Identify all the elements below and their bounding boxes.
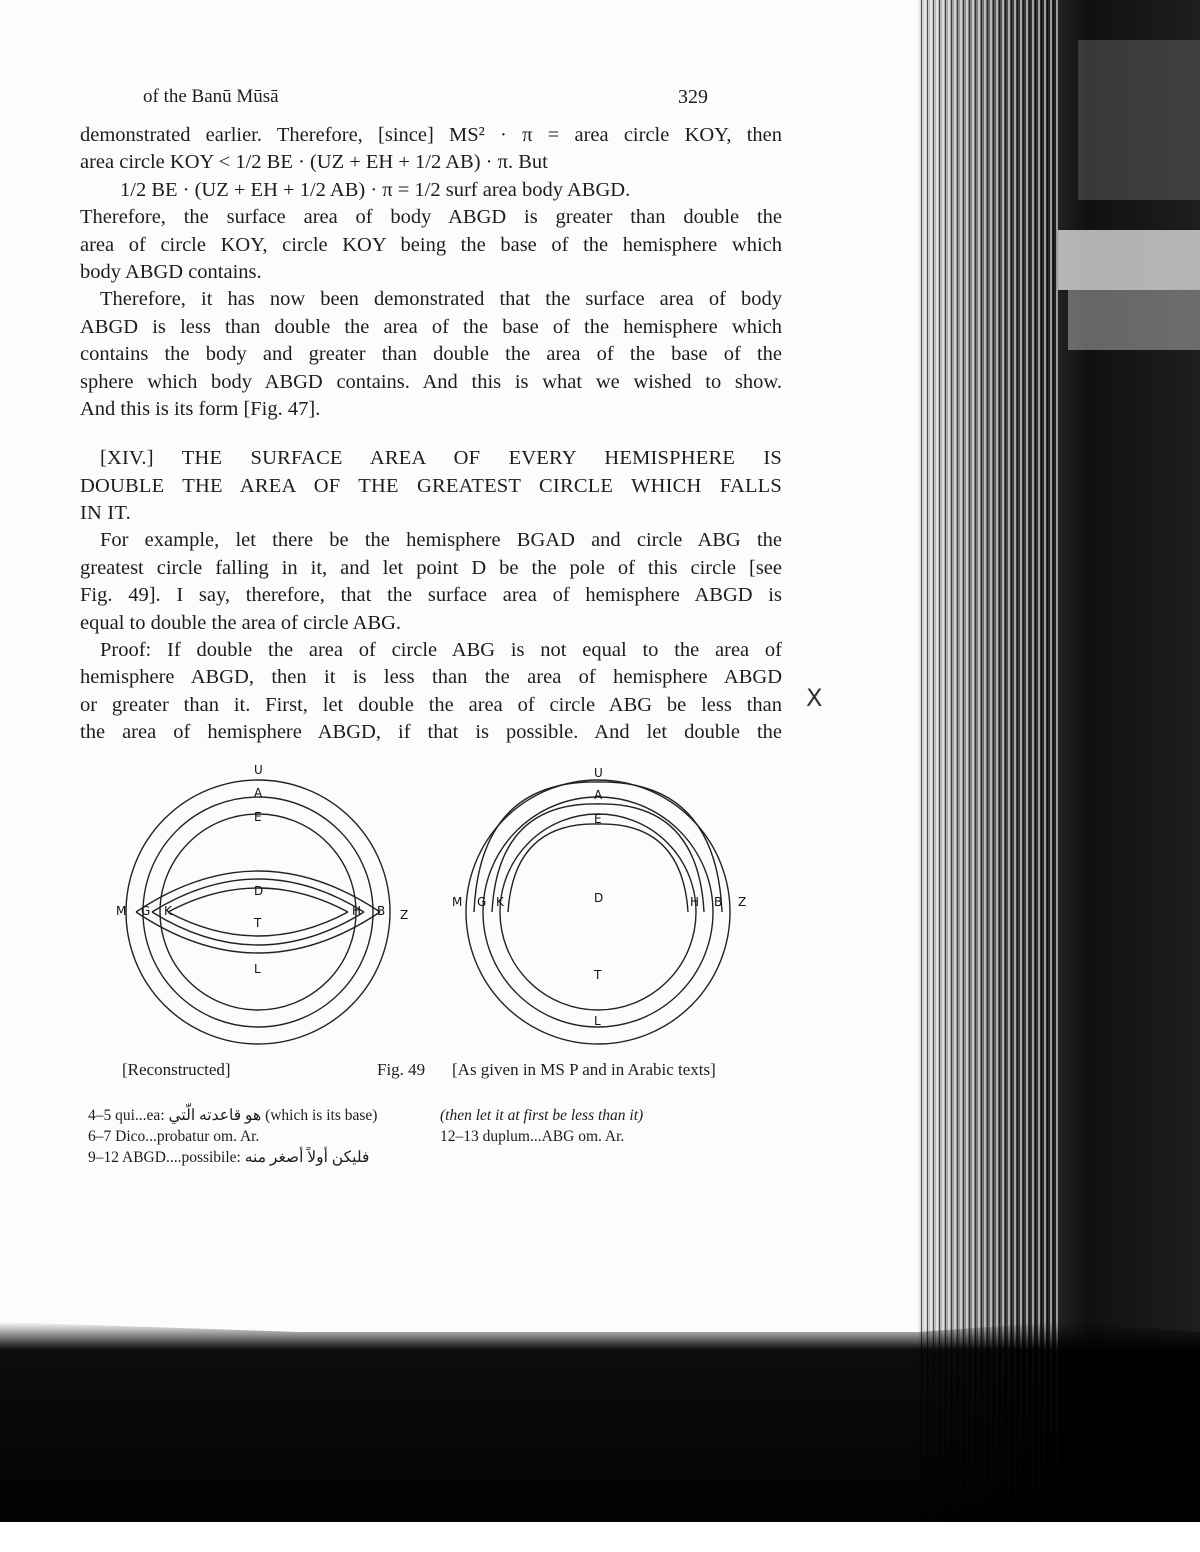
label-k: K: [164, 904, 172, 918]
label-b: B: [377, 904, 386, 918]
text-line: sphere which body ABGD contains. And this is what we wished to show.: [80, 370, 782, 393]
text-line: the area of hemisphere ABGD, if that is possible. And let double the: [80, 721, 782, 744]
label-d: D: [594, 891, 604, 905]
caption-reconstructed: [Reconstructed]: [122, 1060, 231, 1079]
text-line: Therefore, it has now been demonstrated that the surface area of body: [100, 288, 782, 311]
text-line: area of circle KOY, circle KOY being the base of the hemisphere which: [80, 233, 782, 256]
label-z: Z: [400, 908, 409, 922]
label-m: M: [116, 904, 127, 918]
label-u: U: [254, 763, 263, 777]
caption-figure-number: Fig. 49: [377, 1060, 426, 1079]
label-h: H: [690, 895, 700, 909]
bottom-scan-shadow: [0, 1292, 1200, 1552]
heading-line: IN IT.: [80, 502, 131, 525]
label-h: H: [352, 904, 362, 918]
label-a: A: [254, 786, 263, 800]
caption-manuscript: [As given in MS P and in Arabic texts]: [452, 1060, 716, 1079]
text-line: Therefore, the surface area of body ABGD is greater than double the: [80, 206, 782, 229]
text-line: demonstrated earlier. Therefore, [since] MS² · π = area circle KOY, then: [80, 124, 782, 146]
text-line: hemisphere ABGD, then it is less than the area of hemisphere ABGD: [80, 666, 782, 689]
apparatus-notes-left: [88, 1105, 377, 1168]
margin-mark: X: [806, 684, 823, 712]
text-line: equal to double the area of circle ABG.: [80, 611, 402, 634]
label-g: G: [141, 904, 151, 918]
label-g: G: [477, 895, 487, 909]
text-line: Proof: If double the area of circle ABG is not equal to the area of: [100, 639, 782, 662]
middle-circle: [143, 797, 373, 1027]
paragraph-3: [80, 527, 782, 637]
inner-circle: [160, 814, 356, 1010]
figure-49: [100, 760, 800, 1060]
label-l: L: [594, 1014, 601, 1028]
text-line: Fig. 49]. I say, therefore, that the surface area of hemisphere ABGD is: [80, 584, 782, 607]
note-line: 4–5 qui...ea: هو قاعدته الّتي (which is its base): [88, 1107, 378, 1124]
label-k: K: [496, 895, 504, 909]
label-t: T: [254, 916, 262, 930]
text-line: And this is its form [Fig. 47].: [80, 397, 321, 420]
paragraph-4: [80, 637, 782, 747]
figure-diagrams: [100, 760, 800, 1060]
label-e: E: [594, 812, 602, 826]
note-line: 9–12 ABGD....possibile: فليكن أولاً أصغر منه: [88, 1149, 370, 1166]
label-m: M: [452, 895, 463, 909]
label-d: D: [254, 884, 264, 898]
text-line: contains the body and greater than double the area of the base of the: [80, 343, 782, 366]
label-b: B: [714, 895, 723, 909]
text-line: For example, let there be the hemisphere BGAD and circle ABG the: [100, 529, 782, 552]
section-heading: [80, 445, 782, 527]
text-line: greatest circle falling in it, and let point D be the pole of this circle [see: [80, 556, 782, 579]
apparatus-notes-right: [440, 1105, 643, 1147]
heading-line: [XIV.] THE SURFACE AREA OF EVERY HEMISPHERE IS: [100, 447, 782, 470]
paragraph-2: [80, 286, 782, 423]
label-t: T: [594, 968, 602, 982]
label-l: L: [254, 962, 261, 976]
label-a: A: [594, 788, 603, 802]
middle-circle: [483, 797, 713, 1027]
heading-line: DOUBLE THE AREA OF THE GREATEST CIRCLE WHICH FALLS: [80, 474, 782, 497]
page-number: 329: [678, 86, 708, 108]
note-line: 12–13 duplum...ABG om. Ar.: [440, 1128, 625, 1145]
text-line: area circle KOY < 1/2 BE · (UZ + EH + 1/2 AB) · π. But: [80, 151, 548, 174]
text-line: body ABGD contains.: [80, 260, 262, 283]
label-e: E: [254, 810, 262, 824]
text-line: ABGD is less than double the area of the base of the hemisphere which: [80, 315, 782, 338]
body-text: [80, 122, 782, 747]
note-line: 6–7 Dico...probatur om. Ar.: [88, 1128, 260, 1145]
note-line: (then let it at first be less than it): [440, 1107, 644, 1124]
label-u: U: [594, 766, 603, 780]
text-line: or greater than it. First, let double the area of circle ABG be less than: [80, 693, 782, 716]
running-head-title: of the Banū Mūsā: [143, 86, 279, 107]
label-z: Z: [738, 895, 747, 909]
text-line: 1/2 BE · (UZ + EH + 1/2 AB) · π = 1/2 surf area body ABGD.: [120, 178, 631, 201]
paragraph-1: [80, 122, 782, 286]
